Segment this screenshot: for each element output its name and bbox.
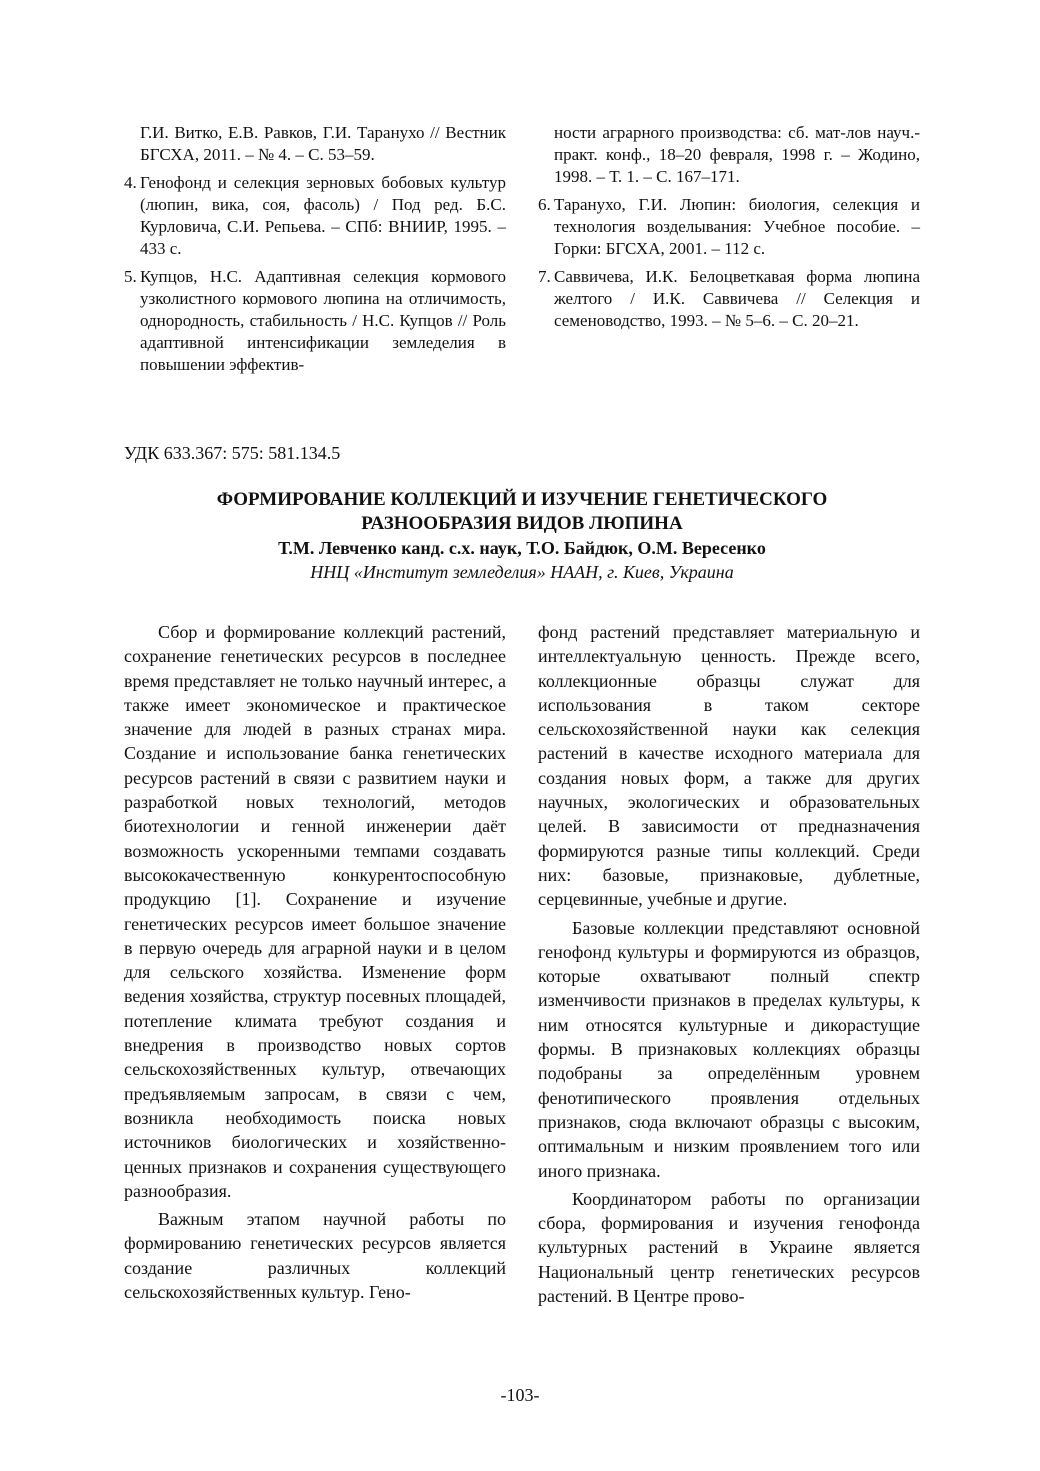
article-body [124,620,920,1308]
references-left-column [124,122,506,382]
body-paragraph: фонд растений представляет материальную и интеллектуальную ценность. Прежде всего, коллекционные образцы служат для использования в таком секторе сельскохозяйственной науки как селекция растений в качестве исходного материала для создания новых форм, а также для других научных, экологических и образовательных целей. В зависимости от предназначения формируются разные типы коллекций. Среди них: базовые, признаковые, дублетные, серцевинные, учебные и другие. [538,622,920,910]
references-section [124,122,920,382]
reference-number: 6. [538,195,551,214]
reference-text: Саввичева, И.К. Белоцветкавая форма люпина желтого / И.К. Саввичева // Селекция и семеноводство, 1993. – № 5–6. – С. 20–21. [554,267,920,330]
reference-item-5 [124,266,506,376]
reference-continuation [140,122,506,166]
article-title-line-2: РАЗНООБРАЗИЯ ВИДОВ ЛЮПИНА [361,513,683,534]
body-paragraph: Важным этапом научной работы по формированию генетических ресурсов является создание различных коллекций сельскохозяйственных культур. Гено- [124,1209,506,1303]
article-authors: Т.М. Левченко канд. с.х. наук, Т.О. Байдюк, О.М. Вересенко [278,538,766,558]
reference-number: 7. [538,267,551,286]
reference-text: ности аграрного производства: сб. мат-лов науч.-практ. конф., 18–20 февраля, 1998 г. – Жодино, 1998. – Т. 1. – С. 167–171. [554,123,920,186]
reference-text: Г.И. Витко, Е.В. Равков, Г.И. Таранухо // Вестник БГСХА, 2011. – № 4. – С. 53–59. [140,123,506,164]
article-affiliation: ННЦ «Институт земледелия» НААН, г. Киев, Украина [310,562,734,582]
references-right-column [538,122,920,382]
page-number: -103- [500,1385,540,1405]
reference-text: Генофонд и селекция зерновых бобовых культур (люпин, вика, соя, фасоль) / Под ред. Б.С. Курловича, С.И. Репьева. – СПб: ВНИИР, 1995. – 433 с. [140,173,506,258]
body-left-column [124,620,506,1308]
body-paragraph: Сбор и формирование коллекций растений, сохранение генетических ресурсов в последнее время представляет не только научный интерес, а также имеет экономическое и практическое значение для людей в разных странах мира. Создание и использование банка генетических ресурсов растений в связи с развитием науки и разработкой новых технологий, методов биотехнологии и генной инженерии даёт возможность ускоренными темпами создавать высококачественную конкурентоспособную продукцию [1]. Сохранение и изучение генетических ресурсов имеет большое значение в первую очередь для аграрной науки и в целом для сельского хозяйства. Изменение форм ведения хозяйства, структур посевных площадей, потепление климата требуют создания и внедрения в производство новых сортов сельскохозяйственных культур, отвечающих предъявляемым запросам, в связи с чем, возникла необходимость поиска новых источников биологических и хозяйственно-ценных признаков и сохранения существующего разнообразия. [124,622,506,1201]
article-title-line-1: ФОРМИРОВАНИЕ КОЛЛЕКЦИЙ И ИЗУЧЕНИЕ ГЕНЕТИЧЕСКОГО [216,489,828,510]
reference-text: Купцов, Н.С. Адаптивная селекция кормового узколистного кормового люпина на отличимость, однородность, стабильность / Н.С. Купцов // Роль адаптивной интенсификации земледелия в повышении эффектив- [140,267,506,374]
body-paragraph: Базовые коллекции представляют основной генофонд культуры и формируются из образцов, которые охватывают полный спектр изменчивости признаков в пределах культуры, к ним относятся культурные и дикорастущие формы. В признаковых коллекциях образцы подобраны за определённым уровнем фенотипического проявления отдельных признаков, сюда включают образцы с высоким, оптимальным и низким проявлением того или иного признака. [538,917,920,1181]
body-right-column [538,620,920,1308]
reference-item-7 [538,266,920,332]
reference-item-4 [124,172,506,260]
reference-number: 4. [124,173,137,192]
reference-continuation [554,122,920,188]
reference-text: Таранухо, Г.И. Люпин: биология, селекция и технология возделывания: Учебное пособие. – Горки: БГСХА, 2001. – 112 с. [554,195,920,258]
article-header [124,488,920,584]
reference-item-6 [538,194,920,260]
reference-number: 5. [124,267,137,286]
body-paragraph: Координатором работы по организации сбора, формирования и изучения генофонда культурных растений в Украине является Национальный центр генетических ресурсов растений. В Центре прово- [538,1188,920,1307]
udk-code: УДК 633.367: 575: 581.134.5 [124,443,341,463]
